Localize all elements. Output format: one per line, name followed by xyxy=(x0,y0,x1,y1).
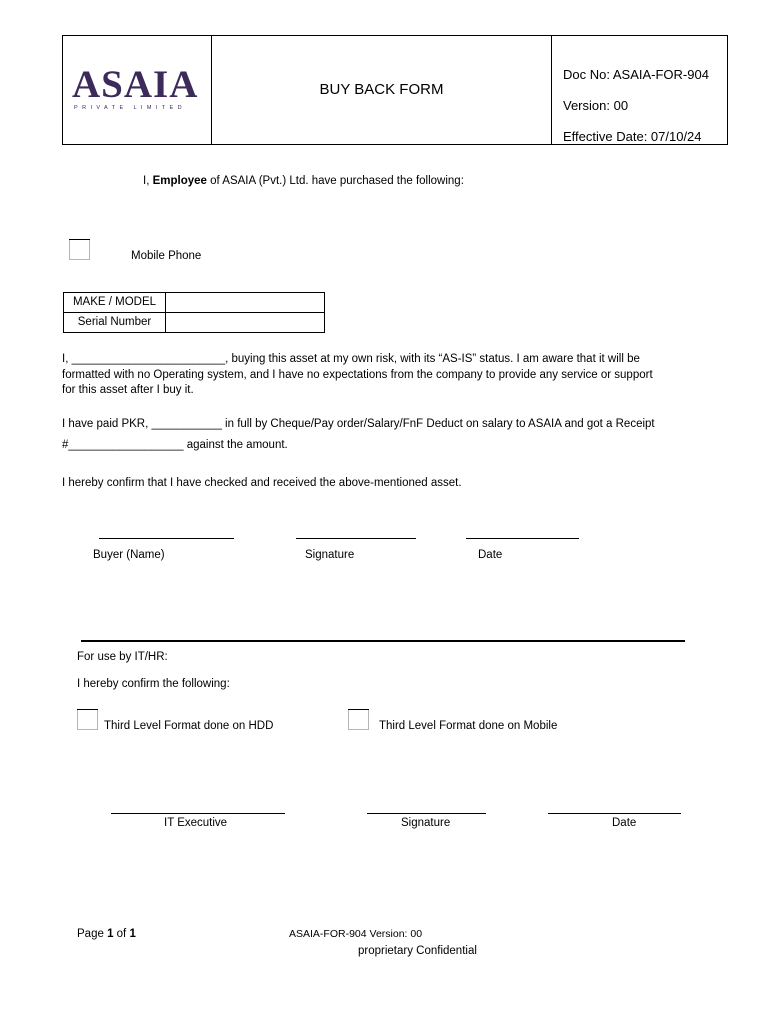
it-signature-label: Signature xyxy=(401,817,451,829)
risk-line: formatted with no Operating system, and I have no expectations from the company to provide any service or support xyxy=(62,368,653,381)
form-title: BUY BACK FORM xyxy=(319,81,444,98)
make-model-label: MAKE / MODEL xyxy=(64,293,166,313)
risk-declaration xyxy=(62,352,653,399)
risk-line: for this asset after I buy it. xyxy=(62,384,194,396)
it-executive-line[interactable] xyxy=(111,813,285,814)
buyer-date-label: Date xyxy=(478,549,503,561)
section-divider xyxy=(81,640,685,642)
receipt-confirmation: I hereby confirm that I have checked and received the above-mentioned asset. xyxy=(62,477,462,489)
mobile-phone-label: Mobile Phone xyxy=(131,250,202,262)
effective-date: Effective Date: 07/10/24 xyxy=(563,129,702,144)
table-row xyxy=(64,313,325,333)
table-row xyxy=(64,293,325,313)
page-total: 1 xyxy=(129,928,136,940)
header-divider xyxy=(551,35,552,145)
page-number xyxy=(77,927,136,942)
it-hr-confirm: I hereby confirm the following: xyxy=(77,678,230,690)
serial-number-label: Serial Number xyxy=(64,313,166,333)
footer-confidential: proprietary Confidential xyxy=(358,945,477,957)
it-signature-line[interactable] xyxy=(367,813,486,814)
it-date-line[interactable] xyxy=(548,813,681,814)
it-date-label: Date xyxy=(612,817,637,829)
receipt-line: #__________________ against the amount. xyxy=(62,439,288,451)
mobile-phone-checkbox[interactable] xyxy=(69,239,90,260)
payment-line: I have paid PKR, ___________ in full by Cheque/Pay order/Salary/FnF Deduct on salary to ASAIA and got a Receipt xyxy=(62,418,655,430)
footer-doc-reference: ASAIA-FOR-904 Version: 00 xyxy=(289,928,423,940)
buyer-signature-label: Signature xyxy=(305,549,355,561)
intro-statement xyxy=(143,174,464,189)
page-current: 1 xyxy=(107,928,114,940)
doc-version: Version: 00 xyxy=(563,98,629,113)
page-prefix: Page xyxy=(77,928,108,940)
buyer-date-line[interactable] xyxy=(466,538,579,539)
mobile-format-label: Third Level Format done on Mobile xyxy=(379,720,558,732)
serial-number-field[interactable] xyxy=(166,313,325,333)
hdd-format-checkbox[interactable] xyxy=(77,709,98,730)
page-of: of xyxy=(113,928,130,940)
asset-details-table xyxy=(63,292,325,333)
doc-number: Doc No: ASAIA-FOR-904 xyxy=(563,67,709,82)
intro-suffix: of ASAIA (Pvt.) Ltd. have purchased the following: xyxy=(206,175,464,187)
it-hr-heading: For use by IT/HR: xyxy=(77,651,168,663)
logo-subtitle: PRIVATE LIMITED xyxy=(74,105,186,111)
risk-line: I, ________________________, buying this asset at my own risk, with its “AS-IS” status. I am aware that it will be xyxy=(62,353,640,365)
logo-wordmark: ASAIA xyxy=(72,63,199,106)
it-executive-label: IT Executive xyxy=(164,817,228,829)
hdd-format-label: Third Level Format done on HDD xyxy=(104,720,274,732)
intro-prefix: I, xyxy=(143,175,153,187)
buyer-name-label: Buyer (Name) xyxy=(93,549,165,561)
employee-label: Employee xyxy=(152,175,207,187)
make-model-field[interactable] xyxy=(166,293,325,313)
buyer-signature-line[interactable] xyxy=(296,538,416,539)
buyer-name-line[interactable] xyxy=(99,538,234,539)
mobile-format-checkbox[interactable] xyxy=(348,709,369,730)
company-logo xyxy=(72,63,206,114)
